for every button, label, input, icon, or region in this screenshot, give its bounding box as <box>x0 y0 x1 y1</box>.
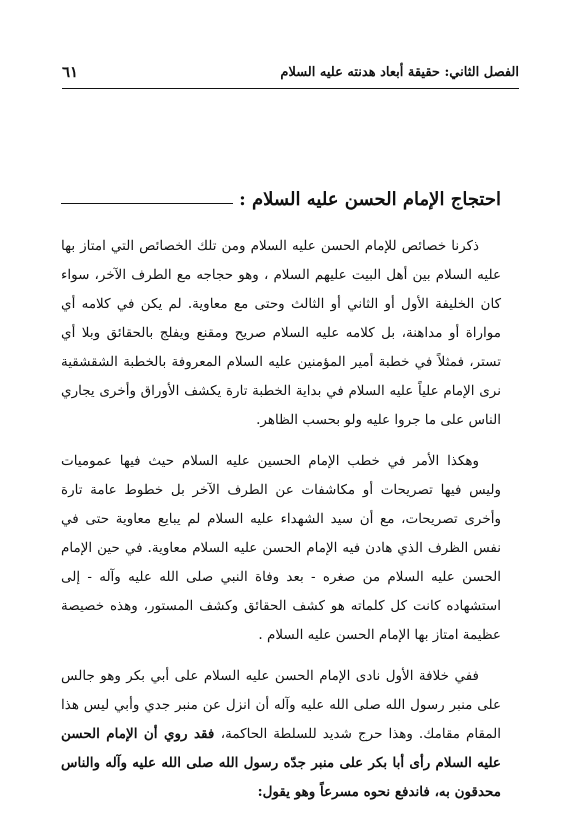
section-heading-rule <box>61 203 233 204</box>
header-rule <box>62 88 519 89</box>
paragraph-1: ذكرنا خصائص للإمام الحسن عليه السلام ومن تلك الخصائص التي امتاز بها عليه السلام بين أهل البيت عليهم السلام ، وهو حجاجه مع الطرف الآخر، سواء كان الخليفة الأول أو الثاني أو الثالث وحتى مع معاوية. لم يكن في كلامه أي مواراة أو مداهنة، بل كلامه عليه السلام صريح ومقنع ويفلج بالحقائق وبلا أي تستر، فمثلاً في خطبة أمير المؤمنين عليه السلام المعروفة بالخطبة الشقشقية نرى الإمام علياً عليه السلام في بداية الخطبة تارة يكشف الأوراق وأخرى يجاري الناس على ما جروا عليه ولو بحسب الظاهر. <box>61 238 501 428</box>
paragraph-3 <box>61 662 501 807</box>
section-heading <box>61 176 501 210</box>
paragraph-3-text: ففي خلافة الأول نادى الإمام الحسن عليه السلام على أبي بكر وهو جالس على منبر رسول الله صلى الله عليه وآله أن انزل عن منبر جدي وأبي ليس هذا المقام مقامك. وهذا حرج شديد للسلطة الحاكمة، <box>61 668 501 742</box>
paragraph-3-bold-text: فقد روي أن الإمام الحسن عليه السلام رأى أبا بكر على منبر جدّه رسول الله صلى الله عليه وآله والناس محدقون به، فاندفع نحوه مسرعاً وهو يقول: <box>61 726 501 800</box>
running-header-title: الفصل الثاني: حقيقة أبعاد هدنته عليه السلام <box>280 64 519 80</box>
running-header <box>62 60 519 84</box>
paragraph-2: وهكذا الأمر في خطب الإمام الحسين عليه السلام حيث فيها عموميات وليس فيها تصريحات أو مكاشفات عن الطرف الآخر بل خطوط عامة تارة وأخرى تصريحات، مع أن سيد الشهداء عليه السلام لم يبايع معاوية حتى في نفس الظرف الذي هادن فيه الإمام الحسن عليه السلام معاوية. في حين الإمام الحسن عليه السلام من صغره - بعد وفاة النبي صلى الله عليه وآله - إلى استشهاده كانت كل كلماته هو كشف الحقائق وكشف المستور، وهذه خصيصة عظيمة امتاز بها الإمام الحسن عليه السلام . <box>61 453 501 643</box>
body-text <box>61 232 501 819</box>
section-heading-text: احتجاج الإمام الحسن عليه السلام : <box>239 189 501 210</box>
page-number: ٦١ <box>62 63 79 81</box>
